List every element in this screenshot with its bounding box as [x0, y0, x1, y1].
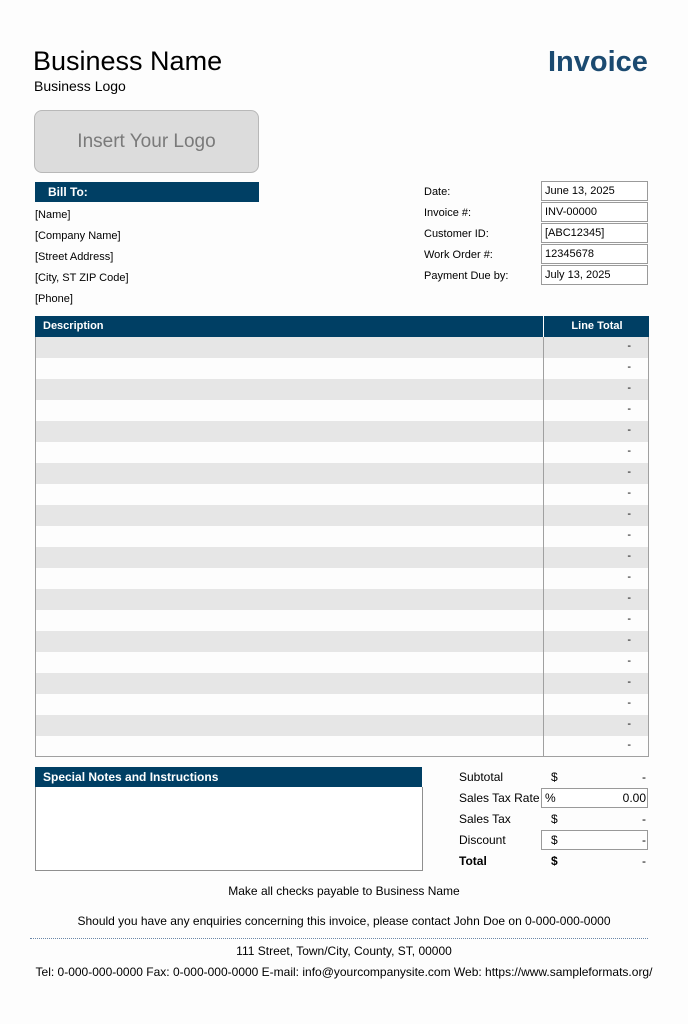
table-row[interactable] — [36, 547, 648, 568]
date-label: Date: — [424, 186, 451, 198]
line-total-cell: - — [627, 697, 631, 709]
line-total-cell: - — [627, 676, 631, 688]
line-total-cell: - — [627, 382, 631, 394]
description-column-header: Description — [43, 320, 104, 332]
line-total-cell: - — [627, 424, 631, 436]
table-row[interactable] — [36, 736, 648, 757]
checks-payable-note: Make all checks payable to Business Name — [228, 884, 460, 898]
line-total-cell: - — [627, 655, 631, 667]
customer-id-field[interactable]: [ABC12345] — [541, 223, 648, 243]
table-row[interactable] — [36, 589, 648, 610]
work-order-field[interactable]: 12345678 — [541, 244, 648, 264]
total-currency: $ — [551, 854, 558, 868]
notes-input[interactable] — [35, 787, 423, 871]
customer-id-label: Customer ID: — [424, 228, 489, 240]
line-total-cell: - — [627, 613, 631, 625]
discount-currency: $ — [551, 833, 558, 847]
logo-placeholder-label: Insert Your Logo — [77, 130, 216, 152]
column-divider — [543, 337, 544, 756]
date-field[interactable]: June 13, 2025 — [541, 181, 648, 201]
table-row[interactable] — [36, 379, 648, 400]
subtotal-currency: $ — [551, 770, 558, 784]
line-total-cell: - — [627, 550, 631, 562]
tax-rate-percent: % — [545, 791, 556, 805]
table-row[interactable] — [36, 673, 648, 694]
items-table-header — [35, 316, 649, 337]
discount-value[interactable]: - — [642, 833, 646, 847]
sales-tax-value: - — [642, 812, 646, 826]
invoice-number-label: Invoice #: — [424, 207, 472, 219]
table-row[interactable] — [36, 337, 648, 358]
table-row[interactable] — [36, 631, 648, 652]
footer-divider — [30, 938, 648, 939]
table-row[interactable] — [36, 694, 648, 715]
table-row[interactable] — [36, 568, 648, 589]
bill-to-phone[interactable]: [Phone] — [35, 293, 73, 305]
business-logo-text: Business Logo — [34, 78, 126, 94]
line-total-cell: - — [627, 718, 631, 730]
sales-tax-currency: $ — [551, 812, 558, 826]
tax-rate-label: Sales Tax Rate — [459, 791, 540, 805]
table-row[interactable] — [36, 526, 648, 547]
logo-placeholder[interactable] — [34, 110, 259, 173]
footer-contact: Tel: 0-000-000-0000 Fax: 0-000-000-0000 E-mail: info@yourcompanysite.com Web: https://www.sampleformats.org/ — [35, 965, 653, 979]
line-total-cell: - — [627, 487, 631, 499]
business-name: Business Name — [33, 46, 223, 76]
line-total-cell: - — [627, 340, 631, 352]
line-total-cell: - — [627, 508, 631, 520]
bill-to-name[interactable]: [Name] — [35, 209, 71, 221]
tax-rate-value[interactable]: 0.00 — [622, 791, 646, 805]
invoice-title: Invoice — [548, 46, 648, 78]
bill-to-street[interactable]: [Street Address] — [35, 251, 114, 263]
enquiries-note: Should you have any enquiries concerning this invoice, please contact John Doe on 0-000-000-0000 — [77, 914, 611, 928]
line-total-cell: - — [627, 403, 631, 415]
table-row[interactable] — [36, 715, 648, 736]
subtotal-value: - — [642, 770, 646, 784]
payment-due-label: Payment Due by: — [424, 270, 509, 282]
invoice-number-field[interactable]: INV-00000 — [541, 202, 648, 222]
table-row[interactable] — [36, 463, 648, 484]
line-total-cell: - — [627, 571, 631, 583]
table-row[interactable] — [36, 652, 648, 673]
table-row[interactable] — [36, 421, 648, 442]
footer-address: 111 Street, Town/City, County, ST, 00000 — [236, 944, 452, 958]
line-total-cell: - — [627, 529, 631, 541]
bill-to-heading: Bill To: — [35, 182, 259, 202]
items-table-body — [35, 337, 649, 757]
table-row[interactable] — [36, 358, 648, 379]
table-row[interactable] — [36, 505, 648, 526]
line-total-column-header: Line Total — [543, 316, 650, 337]
table-row[interactable] — [36, 484, 648, 505]
table-row[interactable] — [36, 610, 648, 631]
bill-to-city[interactable]: [City, ST ZIP Code] — [35, 272, 129, 284]
sales-tax-label: Sales Tax — [459, 812, 511, 826]
work-order-label: Work Order #: — [424, 249, 493, 261]
line-total-cell: - — [627, 592, 631, 604]
line-total-cell: - — [627, 361, 631, 373]
discount-label: Discount — [459, 833, 506, 847]
total-value: - — [642, 854, 646, 868]
payment-due-field[interactable]: July 13, 2025 — [541, 265, 648, 285]
line-total-cell: - — [627, 739, 631, 751]
line-total-cell: - — [627, 445, 631, 457]
line-total-cell: - — [627, 634, 631, 646]
line-total-cell: - — [627, 466, 631, 478]
notes-heading: Special Notes and Instructions — [35, 767, 422, 787]
bill-to-company[interactable]: [Company Name] — [35, 230, 121, 242]
table-row[interactable] — [36, 442, 648, 463]
table-row[interactable] — [36, 400, 648, 421]
subtotal-label: Subtotal — [459, 770, 504, 784]
total-label: Total — [459, 854, 487, 868]
